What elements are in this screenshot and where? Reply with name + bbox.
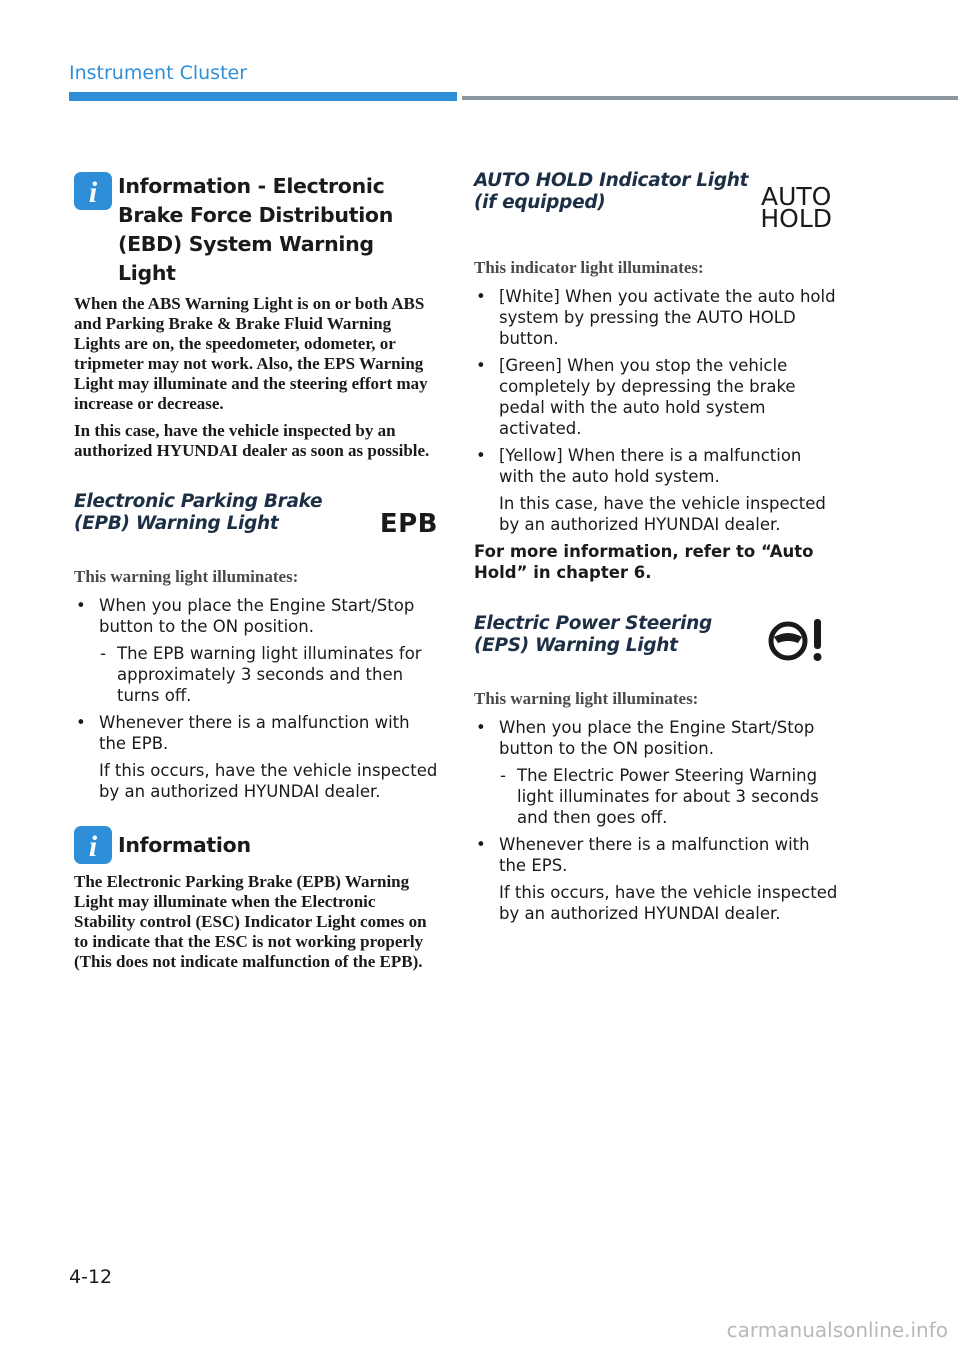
autohold-symbol-icon: AUTO HOLD <box>760 182 832 233</box>
autohold-section <box>474 170 838 583</box>
autohold-section-title: AUTO HOLD Indicator Light (if equipped) <box>474 170 749 213</box>
info-ebd-paragraph-2: In this case, have the vehicle inspected by an authorized HYUNDAI dealer as soon as possible. <box>74 421 430 460</box>
info-epb-block <box>74 826 438 972</box>
epb-bullet-1: • When you place the Engine Start/Stop button to the ON position. <box>76 596 415 636</box>
epb-symbol-icon: EPB <box>379 509 438 539</box>
watermark: carmanualsonline.info <box>726 1318 948 1342</box>
epb-section-title: Electronic Parking Brake (EPB) Warning Light <box>74 491 323 534</box>
svg-text:i: i <box>88 830 98 863</box>
info-ebd-block <box>74 172 438 461</box>
running-header: Instrument Cluster <box>69 62 248 84</box>
eps-section-title: Electric Power Steering (EPS) Warning Light <box>474 613 712 656</box>
right-column <box>474 170 838 930</box>
autohold-bullet-3-note: In this case, have the vehicle inspected by an authorized HYUNDAI dealer. <box>499 494 826 534</box>
autohold-bullet-2: • [Green] When you stop the vehicle completely by depressing the brake pedal with the auto hold system activated. <box>476 356 796 438</box>
epb-dash-1: - The EPB warning light illuminates for approximately 3 seconds and then turns off. <box>100 644 422 705</box>
epb-bullet-2-note: If this occurs, have the vehicle inspected by an authorized HYUNDAI dealer. <box>99 761 438 801</box>
steering-wheel-warning-icon <box>768 615 830 663</box>
eps-bullet-1: • When you place the Engine Start/Stop button to the ON position. <box>476 718 815 758</box>
info-ebd-paragraph-1: When the ABS Warning Light is on or both ABS and Parking Brake & Brake Fluid Warning Lights are on, the speedometer, odometer, or tripmeter may not work. Also, the EPS Warning Light may illuminate and the steering effort may increase or decrease. <box>74 294 428 413</box>
left-column <box>74 172 438 979</box>
eps-bullet-2: • Whenever there is a malfunction with the EPS. <box>476 835 810 875</box>
epb-section <box>74 491 438 802</box>
header-rule-gray <box>462 96 958 100</box>
svg-text:i: i <box>88 176 98 209</box>
eps-bullet-2-note: If this occurs, have the vehicle inspected by an authorized HYUNDAI dealer. <box>499 883 838 923</box>
autohold-more-info: For more information, refer to “Auto Hold” in chapter 6. <box>474 542 814 582</box>
autohold-bullet-1: • [White] When you activate the auto hold system by pressing the AUTO HOLD button. <box>476 287 836 348</box>
autohold-bullet-3: • [Yellow] When there is a malfunction with the auto hold system. <box>476 446 802 486</box>
info-epb-text: The Electronic Parking Brake (EPB) Warning Light may illuminate when the Electronic Stability control (ESC) Indicator Light comes on to indicate that the ESC is not working properly (This does not indicate malfunction of the EPB). <box>74 872 427 971</box>
info-icon <box>74 826 112 864</box>
epb-bullet-2: • Whenever there is a malfunction with the EPB. <box>76 713 410 753</box>
info-epb-title: Information <box>118 832 251 857</box>
eps-dash-1: - The Electric Power Steering Warning light illuminates for about 3 seconds and then goes off. <box>500 766 819 827</box>
info-ebd-title: Information - Electronic Brake Force Distribution (EBD) System Warning Light <box>118 174 394 285</box>
page-number: 4-12 <box>69 1266 113 1288</box>
eps-section <box>474 613 838 924</box>
header-rule-accent <box>69 92 457 101</box>
autohold-subtitle: This indicator light illuminates: <box>474 258 704 277</box>
epb-subtitle: This warning light illuminates: <box>74 567 299 586</box>
eps-subtitle: This warning light illuminates: <box>474 689 699 708</box>
info-icon <box>74 172 112 210</box>
